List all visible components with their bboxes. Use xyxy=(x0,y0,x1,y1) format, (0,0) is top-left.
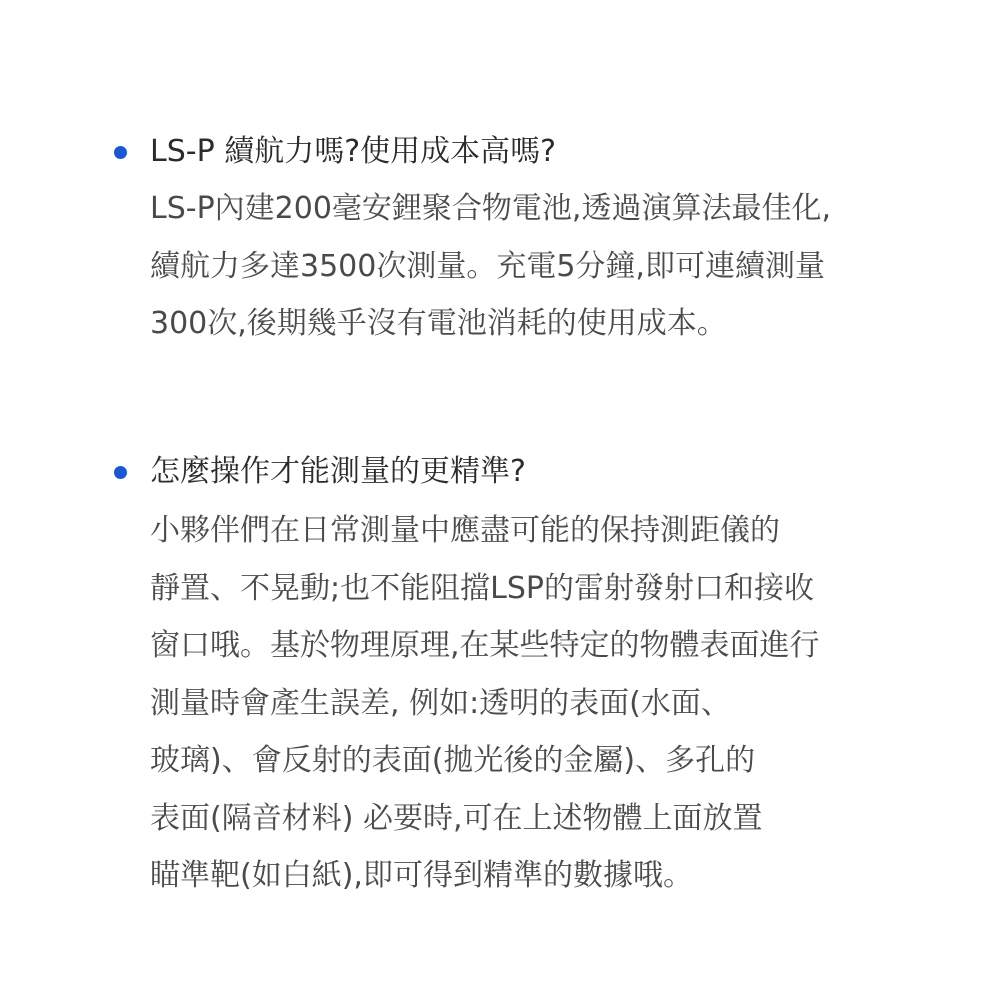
answer-line: 靜置、不晃動;也不能阻擋LSP的雷射發射口和接收 xyxy=(150,570,814,606)
faq-section-accuracy xyxy=(110,448,930,905)
faq-heading-row xyxy=(110,448,930,496)
answer-line: 小夥伴們在日常測量中應盡可能的保持測距儀的 xyxy=(150,513,780,548)
answer-line: 表面(隔音材料) 必要時,可在上述物體上面放置 xyxy=(150,800,763,836)
faq-answer xyxy=(150,180,930,353)
answer-line: 續航力多達3500次測量。充電5分鐘,即可連續測量 xyxy=(150,248,825,284)
answer-line: 瞄準靶(如白紙),即可得到精準的數據哦。 xyxy=(150,858,693,893)
answer-line: 窗口哦。基於物理原理,在某些特定的物體表面進行 xyxy=(150,628,820,663)
bullet-dot-icon xyxy=(114,466,127,479)
bullet-dot-icon xyxy=(114,146,127,159)
faq-heading-row xyxy=(110,128,930,176)
answer-line: 300次,後期幾乎沒有電池消耗的使用成本。 xyxy=(150,306,727,341)
faq-question: 怎麼操作才能測量的更精準? xyxy=(150,454,526,489)
faq-section-battery xyxy=(110,128,930,353)
answer-line: LS-P內建200毫安鋰聚合物電池,透過演算法最佳化, xyxy=(150,191,832,226)
answer-line: 玻璃)、會反射的表面(拋光後的金屬)、多孔的 xyxy=(150,743,756,778)
faq-answer xyxy=(150,502,930,905)
answer-line: 測量時會產生誤差, 例如:透明的表面(水面、 xyxy=(150,685,731,721)
faq-question: LS-P 續航力嗎?使用成本高嗎? xyxy=(150,134,557,169)
